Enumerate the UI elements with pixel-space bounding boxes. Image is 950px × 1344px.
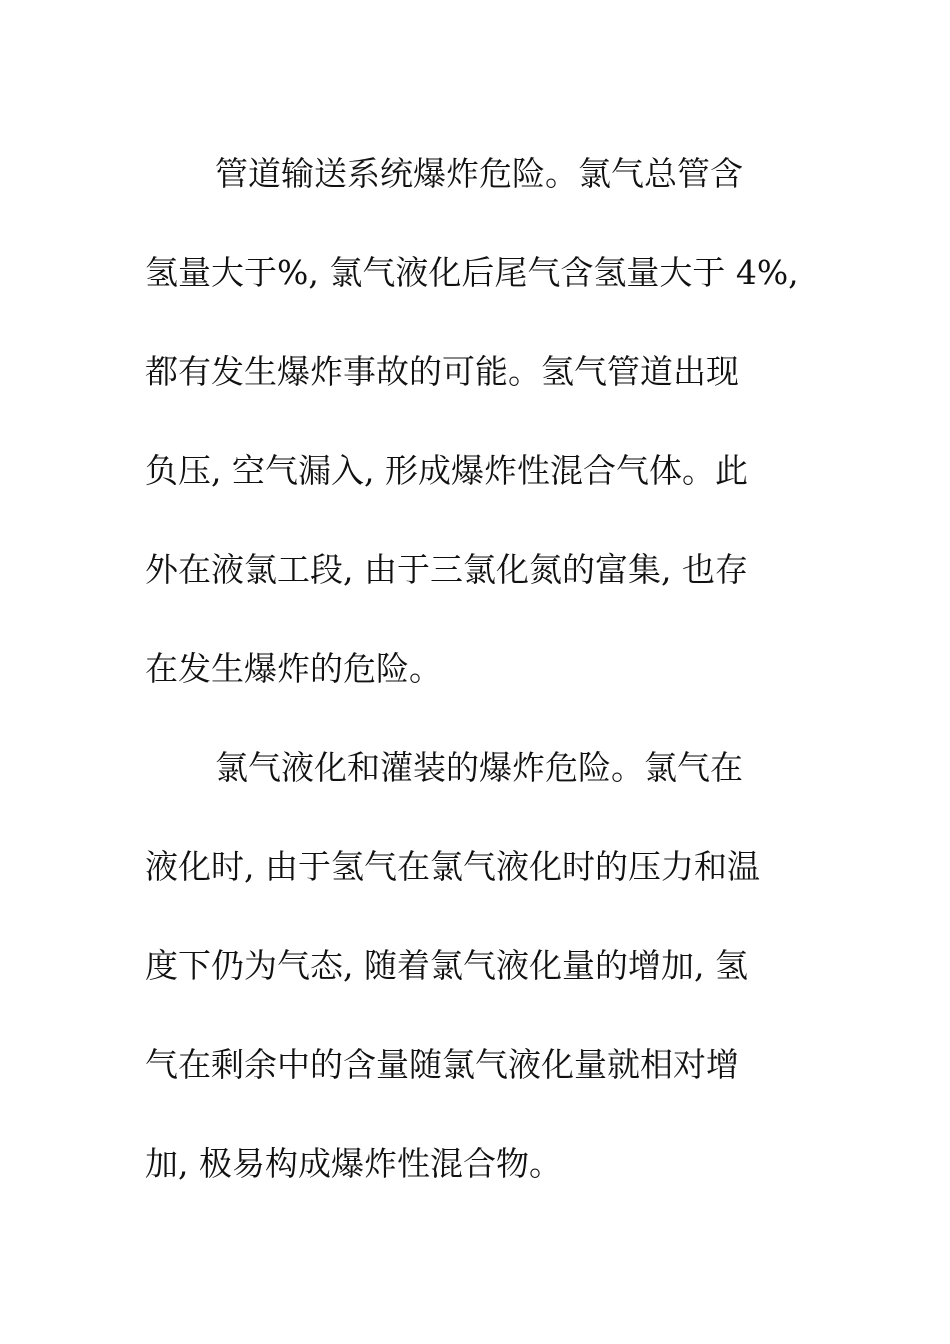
document-body — [145, 124, 825, 1213]
paragraph-line: 度下仍为气态, 随着氯气液化量的增加, 氢 — [145, 946, 748, 985]
paragraph-line: 加, 极易构成爆炸性混合物。 — [145, 1144, 562, 1183]
paragraph-line: 都有发生爆炸事故的可能。氢气管道出现 — [145, 352, 739, 391]
paragraph-line: 外在液氯工段, 由于三氯化氮的富集, 也存 — [145, 550, 748, 589]
paragraph-line: 气在剩余中的含量随氯气液化量就相对增 — [145, 1045, 739, 1084]
paragraph-line: 负压, 空气漏入, 形成爆炸性混合气体。此 — [145, 451, 748, 490]
paragraph-line: 在发生爆炸的危险。 — [145, 649, 442, 688]
paragraph-line: 氢量大于%, 氯气液化后尾气含氢量大于 4%, — [145, 253, 799, 292]
paragraph-liquefaction-explosion — [145, 718, 825, 1213]
paragraph-line: 氯气液化和灌装的爆炸危险。氯气在 — [215, 748, 743, 787]
paragraph-pipeline-explosion — [145, 124, 825, 718]
paragraph-line: 管道输送系统爆炸危险。氯气总管含 — [215, 154, 743, 193]
paragraph-line: 液化时, 由于氢气在氯气液化时的压力和温 — [145, 847, 760, 886]
